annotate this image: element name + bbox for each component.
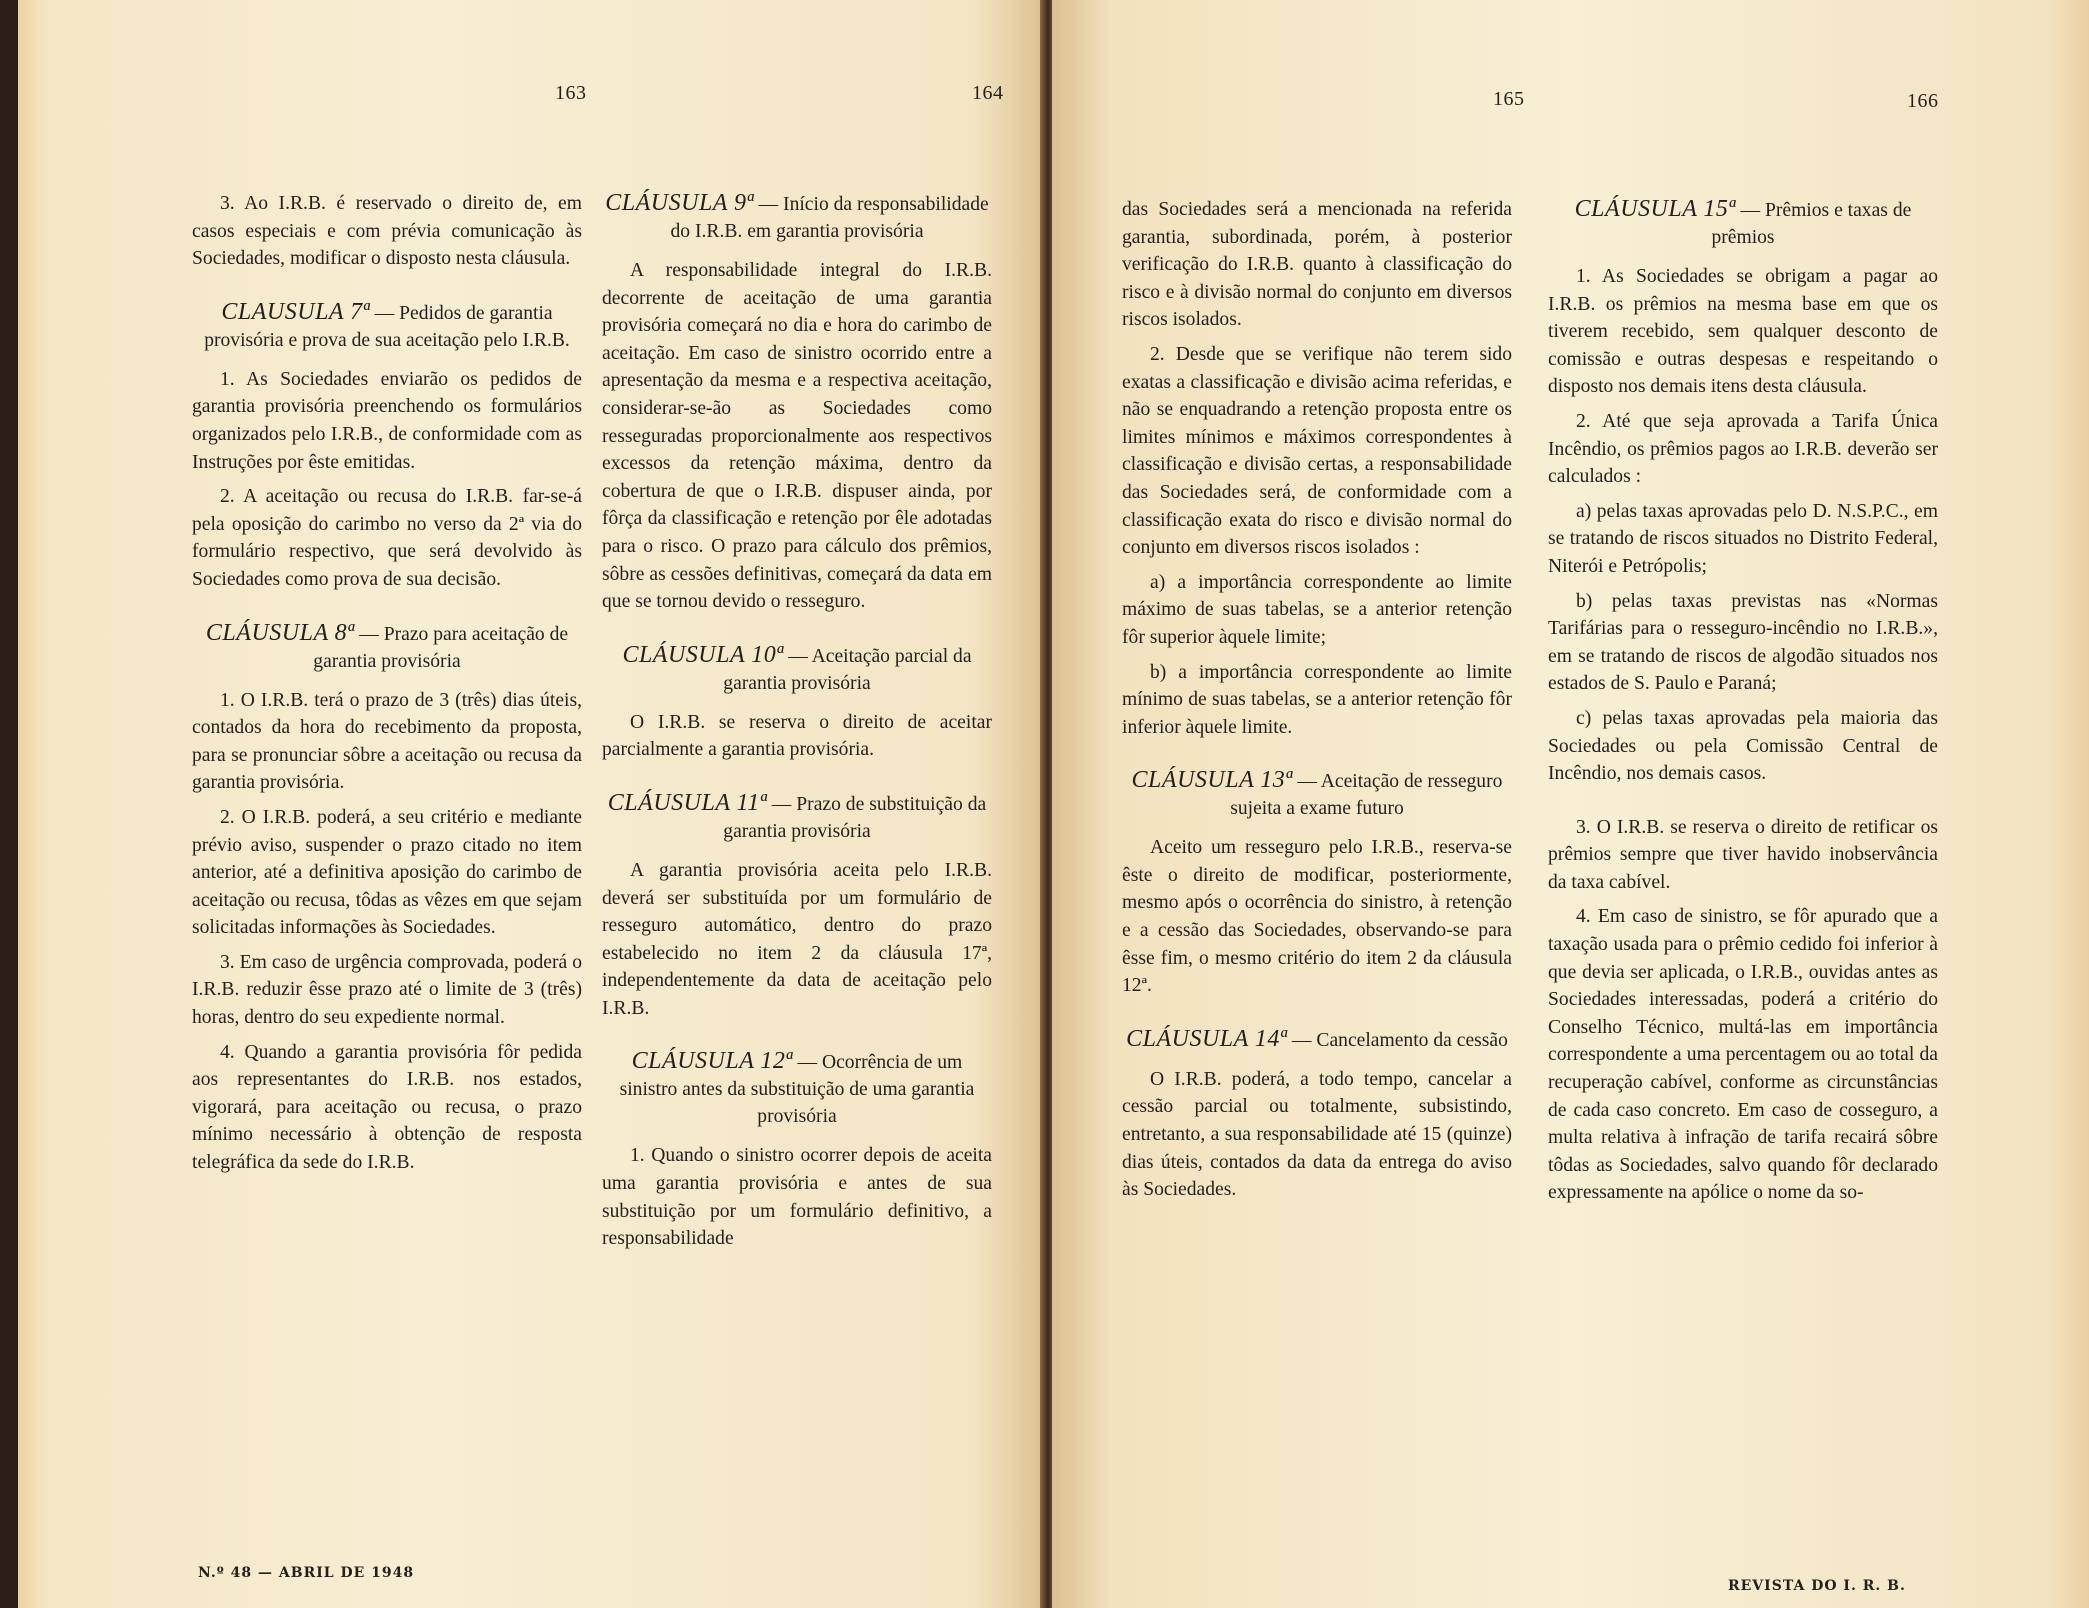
paragraph: c) pelas taxas aprovadas pela maioria das Sociedades ou pela Comissão Central de Incêndio, nos demais casos. bbox=[1548, 707, 1938, 785]
column-165 bbox=[1122, 196, 1512, 1211]
page-number-165: 165 bbox=[1493, 88, 1525, 110]
clause-heading bbox=[1548, 196, 1938, 251]
paragraph: A responsabilidade integral do I.R.B. decorrente de aceitação de uma garantia provisória começará no dia e hora do carimbo de aceitação. Em caso de sinistro ocorrido entre a apresentação da mesma e a respectiva aceitação, considerar-se-ão as Sociedades como resseguradas proporcionalmente aos respectivos excessos da retenção máxima, dentro da cobertura de que o I.R.B. dispuser ainda, por fôrça da classificação e retenção por êle adotadas para o risco. O prazo para cálculo dos prêmios, sôbre as cessões definitivas, começará da data em que se tornou devido o resseguro. bbox=[602, 260, 992, 613]
paragraph: 2. Até que seja aprovada a Tarifa Única Incêndio, os prêmios pagos ao I.R.B. deverão ser calculados : bbox=[1548, 410, 1938, 488]
right-page bbox=[1052, 0, 2089, 1608]
paragraph: A garantia provisória aceita pelo I.R.B. deverá ser substituída por um formulário de resseguro automático, dentro do prazo estabelecido no item 2 da cláusula 17ª, independentemente da data de aceitação pelo I.R.B. bbox=[602, 859, 992, 1019]
paragraph: 3. O I.R.B. se reserva o direito de retificar os prêmios sempre que tiver havido inobservância da taxa cabível. bbox=[1548, 816, 1938, 893]
clause-heading bbox=[192, 299, 582, 354]
page-number-164: 164 bbox=[972, 82, 1004, 104]
clause-heading bbox=[602, 790, 992, 845]
clause-title: — Início da responsabilidade do I.R.B. em garantia provisória bbox=[670, 194, 989, 242]
clause-heading bbox=[602, 642, 992, 697]
clause-number: CLAUSULA 7ª bbox=[221, 298, 370, 325]
clause-heading bbox=[192, 620, 582, 675]
clause-number: CLÁUSULA 9ª bbox=[605, 190, 754, 216]
clause-title: — Pedidos de garantia provisória e prova de sua aceitação pelo I.R.B. bbox=[204, 302, 570, 351]
clause-heading bbox=[1122, 1026, 1512, 1054]
clause-title: — Cancelamento da cessão bbox=[1291, 1029, 1508, 1051]
paragraph: O I.R.B. se reserva o direito de aceitar parcialmente a garantia provisória. bbox=[602, 711, 992, 761]
clause-title: — Prazo para aceitação de garantia provisória bbox=[313, 623, 569, 672]
clause-heading bbox=[602, 1048, 992, 1130]
clause-number: CLÁUSULA 11ª bbox=[607, 789, 767, 816]
paragraph: 4. Em caso de sinistro, se fôr apurado que a taxação usada para o prêmio cedido foi inferior à que devia ser aplicada, o I.R.B., ouvidas antes as Sociedades interessadas, poderá a critério do Conselho Técnico, multá-las em importância correspondente a uma percentagem ou ao total da recuperação cabível, conforme as circunstâncias de cada caso concreto. Em caso de cosseguro, a multa relativa à infração de tarifa recairá sôbre tôdas as Sociedades, salvo quando fôr declarado expressamente na apólice o nome da so- bbox=[1548, 906, 1938, 1204]
paragraph: 1. O I.R.B. terá o prazo de 3 (três) dias úteis, contados da hora do recebimento da proposta, para se pronunciar sôbre a aceitação ou recusa da garantia provisória. bbox=[192, 689, 582, 794]
paragraph: b) a importância correspondente ao limite mínimo de suas tabelas, se a anterior retenção fôr inferior àquele limite. bbox=[1122, 661, 1512, 738]
clause-number: CLÁUSULA 13ª bbox=[1131, 767, 1293, 794]
column-164 bbox=[602, 190, 992, 1260]
clause-number: CLÁUSULA 10ª bbox=[622, 641, 784, 668]
clause-title: — Prazo de substituição da garantia provisória bbox=[723, 793, 987, 842]
page-number-163: 163 bbox=[555, 82, 587, 104]
paragraph: 1. Quando o sinistro ocorrer depois de aceita uma garantia provisória e antes de sua substituição por um formulário definitivo, a responsabilidade bbox=[602, 1145, 992, 1250]
clause-number: CLÁUSULA 12ª bbox=[631, 1048, 793, 1075]
page-number-166: 166 bbox=[1907, 90, 1939, 112]
paragraph: 1. As Sociedades enviarão os pedidos de garantia provisória preenchendo os formulários organizados pelo I.R.B., de conformidade com as Instruções por êste emitidas. bbox=[192, 368, 582, 473]
clause-title: — Prêmios e taxas de prêmios bbox=[1711, 200, 1912, 248]
clause-number: CLÁUSULA 15ª bbox=[1574, 196, 1736, 222]
paragraph: Aceito um resseguro pelo I.R.B., reserva-se êste o direito de modificar, posteriormente, mesmo após o ocorrência do sinistro, à retenção e a cessão das Sociedades, observando-se para êsse fim, o mesmo critério do item 2 da cláusula 12ª. bbox=[1122, 837, 1512, 997]
paragraph: das Sociedades será a mencionada na referida garantia, subordinada, porém, à posterior verificação do I.R.B. quanto à classificação do risco e à divisão normal do conjunto em diversos riscos isolados. bbox=[1122, 199, 1512, 331]
column-166 bbox=[1548, 196, 1938, 1214]
paragraph: a) pelas taxas aprovadas pelo D. N.S.P.C., em se tratando de riscos situados no Distrito Federal, Niterói e Petrópolis; bbox=[1548, 500, 1938, 577]
paragraph: 2. Desde que se verifique não terem sido exatas a classificação e divisão acima referidas, e não se enquadrando a retenção proposta entre os limites mínimos e máximos correspondentes à classificação e divisão certas, a responsabilidade das Sociedades será, de conformidade com a classificação exata do risco e divisão normal do conjunto em diversos riscos isolados : bbox=[1122, 343, 1512, 559]
clause-title: — Ocorrência de um sinistro antes da substituição de uma garantia provisória bbox=[619, 1052, 975, 1128]
clause-heading bbox=[1122, 767, 1512, 822]
footer-magazine: REVISTA DO I. R. B. bbox=[1728, 1578, 1906, 1594]
clause-title: — Aceitação parcial da garantia provisória bbox=[723, 645, 972, 694]
paragraph: 3. Em caso de urgência comprovada, poderá o I.R.B. reduzir êsse prazo até o limite de 3 (três) horas, dentro do seu expediente normal. bbox=[192, 951, 582, 1029]
clause-number: CLÁUSULA 14ª bbox=[1126, 1025, 1287, 1052]
paragraph: b) pelas taxas previstas nas «Normas Tarifárias para o resseguro-incêndio no I.R.B.», em se tratando de riscos de algodão situados nos estados de S. Paulo e Paraná; bbox=[1548, 590, 1938, 695]
paragraph: 3. Ao I.R.B. é reservado o direito de, em casos especiais e com prévia comunicação às Sociedades, modificar o disposto nesta cláusula. bbox=[192, 193, 582, 270]
paragraph: 1. As Sociedades se obrigam a pagar ao I.R.B. os prêmios na mesma base em que os tiverem recebido, sem qualquer desconto de comissão e outras despesas e respeitando o disposto nos demais itens desta cláusula. bbox=[1548, 266, 1938, 398]
paragraph: 2. O I.R.B. poderá, a seu critério e mediante prévio aviso, suspender o prazo citado no item anterior, até a definitiva aposição do carimbo de aceitação ou recusa, tôdas as vêzes em que sejam solicitadas informações às Sociedades. bbox=[192, 806, 582, 939]
clause-title: — Aceitação de resseguro sujeita a exame futuro bbox=[1230, 771, 1503, 820]
clause-heading bbox=[602, 190, 992, 245]
left-page bbox=[18, 0, 1045, 1608]
column-163 bbox=[192, 190, 582, 1184]
paragraph: a) a importância correspondente ao limite máximo de suas tabelas, se a anterior retenção fôr superior àquele limite; bbox=[1122, 571, 1512, 648]
paragraph: 2. A aceitação ou recusa do I.R.B. far-se-á pela oposição do carimbo no verso da 2ª via do formulário respectivo, que será devolvido às Sociedades como prova de sua decisão. bbox=[192, 486, 582, 590]
paragraph: 4. Quando a garantia provisória fôr pedida aos representantes do I.R.B. nos estados, vigorará, para aceitação ou recusa, o prazo mínimo necessário à obtenção de resposta telegráfica da sede do I.R.B. bbox=[192, 1041, 582, 1174]
footer-issue: N.º 48 — ABRIL DE 1948 bbox=[198, 1565, 415, 1581]
clause-number: CLÁUSULA 8ª bbox=[205, 619, 355, 646]
paragraph: O I.R.B. poderá, a todo tempo, cancelar a cessão parcial ou totalmente, subsistindo, entretanto, a sua responsabilidade até 15 (quinze) dias úteis, contados da data da entrega do aviso às Sociedades. bbox=[1122, 1068, 1512, 1201]
